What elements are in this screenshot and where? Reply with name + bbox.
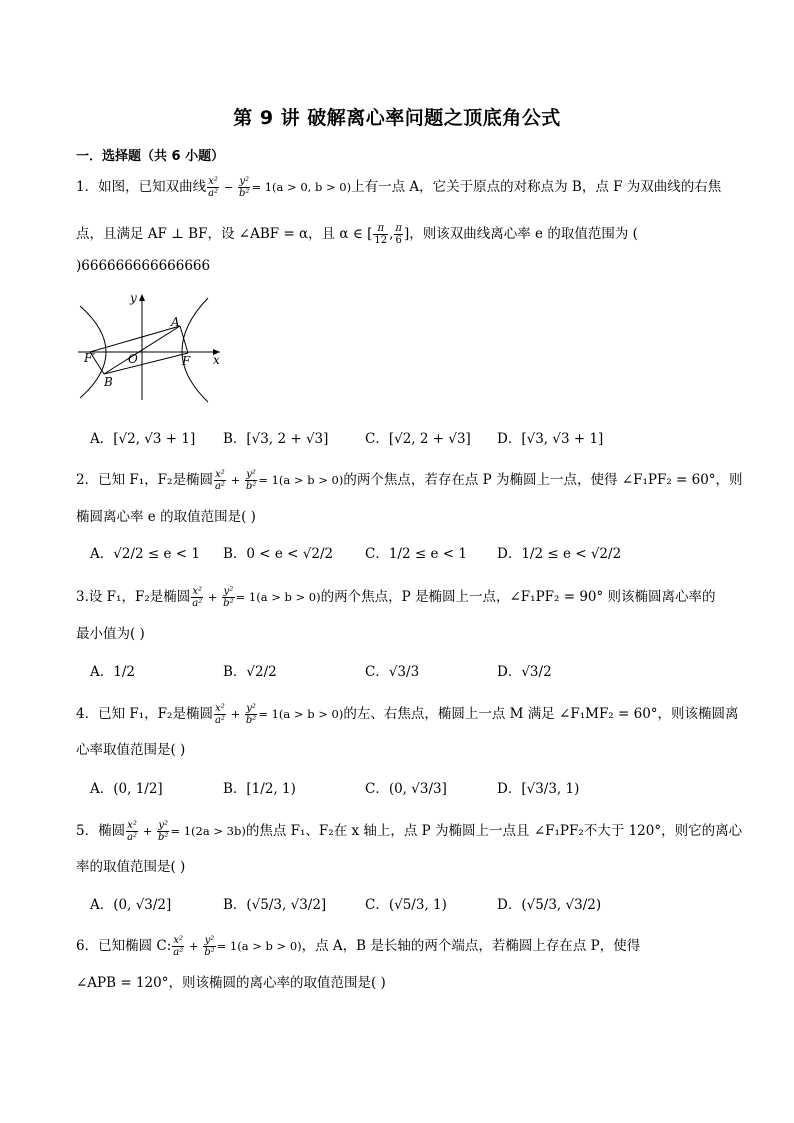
q4-frac-x: $\frac{\text{x²}}{\text{a²}}$ [214,703,225,726]
q5-frac-x: $\frac{\text{x²}}{\text{a²}}$ [127,820,138,843]
q1-text-b: 上有一点 A，它关于原点的对称点为 B，点 F 为双曲线的右焦 [351,179,722,195]
q5-option-b[interactable]: B．(√5/3, √3/2] [223,897,327,913]
section-heading: 一．选择题（共 6 小题） [76,149,225,164]
q3-text-b: 的两个焦点，P 是椭圆上一点，∠F₁PF₂ = 90° 则该椭圆离心率的 [320,589,716,605]
q3-option-a[interactable]: A．1/2 [90,664,135,680]
q3-eq: = 1(a > b > 0) [235,590,321,604]
fig-label-y: y [130,291,137,305]
q2-frac-y: $\frac{\text{y²}}{\text{b²}}$ [245,469,257,492]
q1-text-a: 1．如图，已知双曲线 [76,179,207,195]
y-axis-arrow [139,294,145,301]
q1-option-c[interactable]: C．[√2, 2 + √3] [365,431,471,447]
q3-line-1: 3.设 F₁，F₂是椭圆 $\frac{\text{x²}}{\text{a²}}$ + $\frac{\text{y²}}{\text{b²}}$ = 1(a > b > 0)的两个焦点，P 是椭圆上一点，∠F₁PF₂ = 90° 则该椭圆离心率的 [76,586,716,609]
q4-frac-y: $\frac{\text{y²}}{\text{b²}}$ [245,703,257,726]
fig-label-f-prime: F′ [84,351,96,365]
fig-label-o: O [128,352,138,366]
q2-option-b[interactable]: B．0 < e < √2/2 [223,546,334,562]
q3-text-a: 3.设 F₁，F₂是椭圆 [76,589,191,605]
q2-text-b: 的两个焦点，若存在点 P 为椭圆上一点，使得 ∠F₁PF₂ = 60°，则 [343,472,743,488]
q2-eq: = 1(a > b > 0) [258,473,344,487]
q5-text-a: 5．椭圆 [76,823,126,839]
q2-option-d[interactable]: D．1/2 ≤ e < √2/2 [497,546,622,562]
q5-text-b: 的焦点 F₁、F₂在 x 轴上，点 P 为椭圆上一点且 ∠F₁PF₂不大于 120°，则它的离心 [245,823,743,839]
q5-option-d[interactable]: D．(√5/3, √3/2) [497,897,602,913]
q1-frac-y: $\frac{\text{y²}}{\text{b²}}$ [239,176,250,199]
hyperbola-figure [74,290,224,405]
q1-line-3: )666666666666666 [76,258,211,274]
q4-line-2: 心率取值范围是( ) [76,742,186,758]
q3-line-2: 最小值为( ) [76,626,145,642]
fig-label-a: A [171,315,180,329]
q6-frac-x: $\frac{\text{x²}}{\text{a²}}$ [173,935,184,958]
q6-line-2: ∠APB = 120°，则该椭圆的离心率的取值范围是( ) [76,975,386,991]
q2-frac-x: $\frac{\text{x²}}{\text{a²}}$ [214,469,225,492]
q4-eq: = 1(a > b > 0) [258,707,344,721]
q1-option-d[interactable]: D．[√3, √3 + 1] [497,431,604,447]
q3-frac-y: $\frac{\text{y²}}{\text{b²}}$ [223,586,234,609]
q6-text-b: ，点 A，B 是长轴的两个端点，若椭圆上存在点 P，使得 [301,938,641,954]
q1-eq: = 1(a > 0, b > 0) [251,180,352,194]
q2-line-1: 2．已知 F₁，F₂是椭圆 $\frac{\text{x²}}{\text{a²}}$ + $\frac{\text{y²}}{\text{b²}}$ = 1(a > b > 0)的两个焦点，若存在点 P 为椭圆上一点，使得 ∠F₁PF₂ = 60°，则 [76,469,743,492]
q5-eq: = 1(2a > 3b) [170,824,246,838]
q4-option-c[interactable]: C．(0, √3/3] [365,781,447,797]
q6-frac-y: $\frac{\text{y²}}{\text{b²}}$ [204,935,215,958]
fig-label-b: B [104,375,113,389]
q4-text-b: 的左、右焦点，椭圆上一点 M 满足 ∠F₁MF₂ = 60°，则该椭圆离 [343,706,739,722]
q1-line-2: 点，且满足 AF ⊥ BF，设 ∠ABF = α，且 α ∈ [ $\frac{\pi}{12}$ , $\frac{\pi}{6}$ ]，则该双曲线离心率 e 的取值范围为 ( [76,223,638,246]
q2-option-a[interactable]: A．√2/2 ≤ e < 1 [90,546,200,562]
q3-option-c[interactable]: C．√3/3 [365,664,420,680]
q4-option-a[interactable]: A．(0, 1/2] [90,781,163,797]
q3-frac-x: $\frac{\text{x²}}{\text{a²}}$ [192,586,203,609]
q1-frac-pi6: $\frac{\pi}{6}$ [395,223,402,246]
q6-line-1: 6．已知椭圆 C: $\frac{\text{x²}}{\text{a²}}$ + $\frac{\text{y²}}{\text{b²}}$ = 1(a > b > 0)，点 A，B 是长轴的两个端点，若椭圆上存在点 P，使得 [76,935,641,958]
q3-option-d[interactable]: D．√3/2 [497,664,552,680]
right-branch [182,298,208,402]
q3-option-b[interactable]: B．√2/2 [223,664,277,680]
q2-text-a: 2．已知 F₁，F₂是椭圆 [76,472,213,488]
fig-label-x: x [213,353,220,367]
q4-option-b[interactable]: B．[1/2, 1) [223,781,296,797]
q5-frac-y: $\frac{\text{y²}}{\text{b²}}$ [158,820,169,843]
page-title: 第 9 讲 破解离心率问题之顶底角公式 [233,107,561,129]
q5-option-c[interactable]: C．(√5/3, 1) [365,897,447,913]
q1-option-b[interactable]: B．[√3, 2 + √3] [223,431,329,447]
q5-line-2: 率的取值范围是( ) [76,859,186,875]
q6-text-a: 6．已知椭圆 C: [76,938,172,954]
q1-text-d: ]，则该双曲线离心率 e 的取值范围为 ( [403,226,638,242]
q1-frac-pi12: $\frac{\pi}{12}$ [374,223,388,246]
q1-frac-x: $\frac{\text{x²}}{\text{a²}}$ [208,176,219,199]
q6-eq: = 1(a > b > 0) [216,939,302,953]
q1-text-c: 点，且满足 AF ⊥ BF，设 ∠ABF = α，且 α ∈ [ [76,226,373,242]
q4-line-1: 4．已知 F₁，F₂是椭圆 $\frac{\text{x²}}{\text{a²}}$ + $\frac{\text{y²}}{\text{b²}}$ = 1(a > b > 0)的左、右焦点，椭圆上一点 M 满足 ∠F₁MF₂ = 60°，则该椭圆离 [76,703,739,726]
q1-option-a[interactable]: A．[√2, √3 + 1] [90,431,196,447]
q5-line-1: 5．椭圆 $\frac{\text{x²}}{\text{a²}}$ + $\frac{\text{y²}}{\text{b²}}$ = 1(2a > 3b)的焦点 F₁、F₂在 x 轴上，点 P 为椭圆上一点且 ∠F₁PF₂不大于 120°，则它的离心 [76,820,743,843]
q2-line-2: 椭圆离心率 e 的取值范围是( ) [76,509,256,525]
q2-option-c[interactable]: C．1/2 ≤ e < 1 [365,546,467,562]
q4-text-a: 4．已知 F₁，F₂是椭圆 [76,706,213,722]
q1-line-1: 1．如图，已知双曲线 $\frac{\text{x²}}{\text{a²}}$ − $\frac{\text{y²}}{\text{b²}}$ = 1(a > 0, b > 0)上有一点 A，它关于原点的对称点为 B，点 F 为双曲线的右焦 [76,176,722,199]
q4-option-d[interactable]: D．[√3/3, 1) [497,781,580,797]
q5-option-a[interactable]: A．(0, √3/2] [90,897,172,913]
fig-label-f: F [182,354,191,368]
